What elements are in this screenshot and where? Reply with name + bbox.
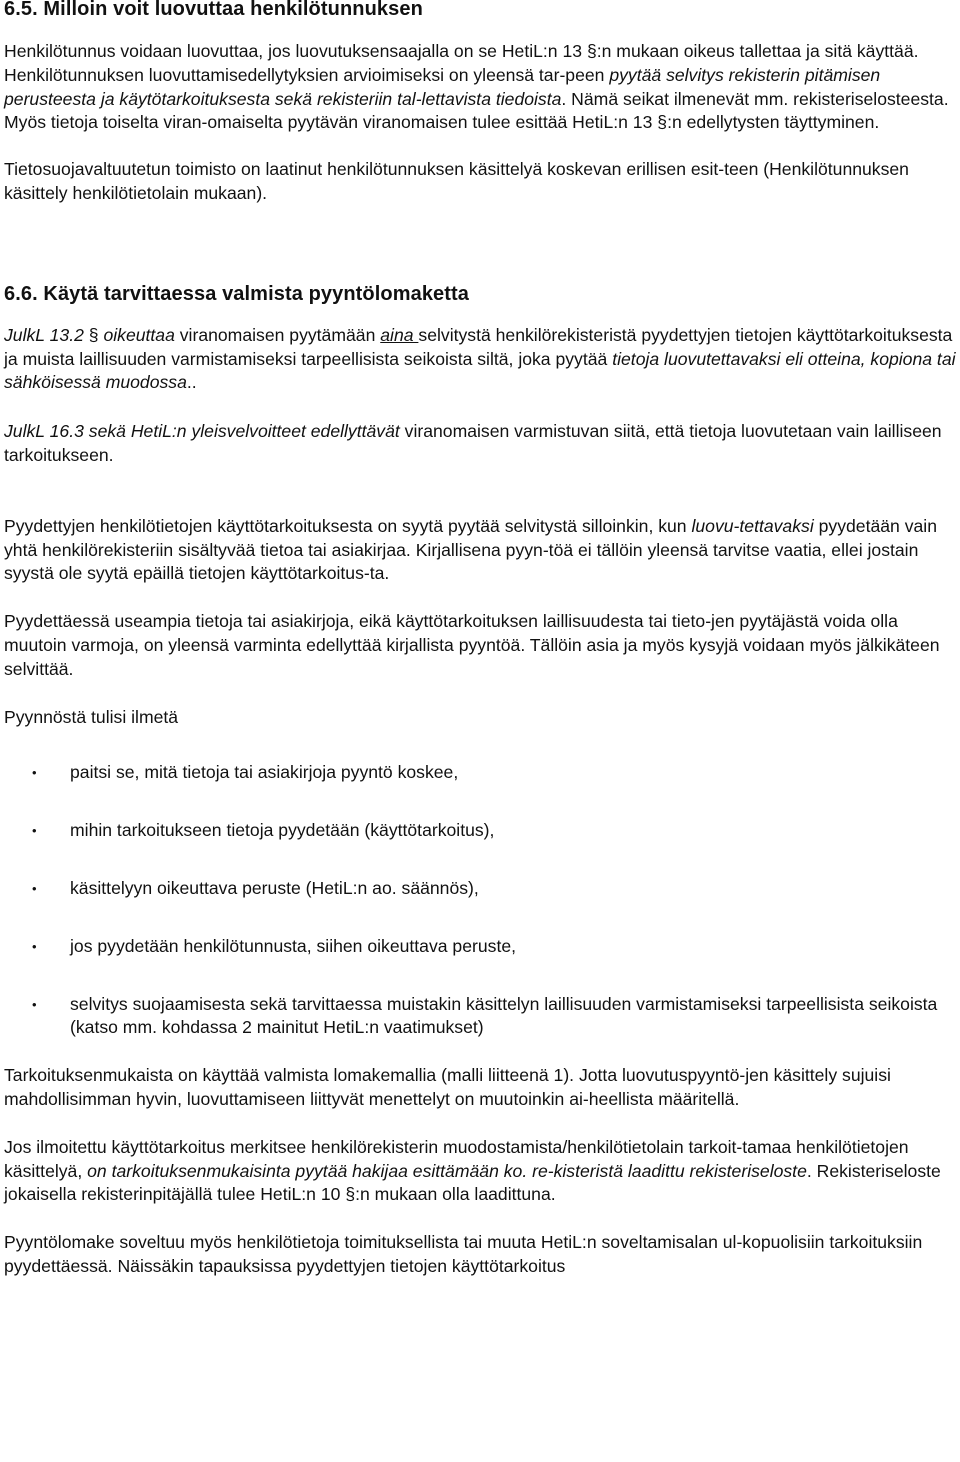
section-6-6-paragraph-5: Pyynnöstä tulisi ilmetä (4, 706, 179, 727)
bullet-icon: • (32, 880, 37, 896)
section-6-6-paragraph-2: JulkL 16.3 sekä HetiL:n yleisvelvoitteet edellyttävät viranomaisen varmistuvan siitä, että tietoja luovutetaan vain lailliseen tarkoitukseen. (4, 421, 942, 465)
request-requirements-list (4, 761, 956, 1040)
section-6-6-paragraph-3: Pyydettyjen henkilötietojen käyttötarkoituksesta on syytä pyytää selvitystä silloinkin, kun luovu-tettavaksi pyydetään vain yhtä henkilörekisteriin sisältyvää tietoa tai asiakirjaa. Kirjallisena pyyn-töä ei tällöin yleensä tarvitse vaatia, ellei jostain syystä ole syytä epäillä tietojen käyttötarkoitus-ta. (4, 515, 937, 584)
bullet-icon: • (32, 823, 37, 839)
section-6-5-paragraph-1: Henkilötunnus voidaan luovuttaa, jos luovutuksensaajalla on se HetiL:n 13 §:n mukaan oikeus tallettaa ja sitä käyttää. Henkilötunnuksen luovuttamisedellytyksien arvioimiseksi on yleensä tar-peen pyytää selvitys rekisterin pitämisen perusteesta ja käytötarkoituksesta sekä rekisteriin tal-lettavista tiedoista. Nämä seikat ilmenevät mm. rekisteriselosteesta. Myös tietoja toiselta viran-omaiselta pyytävän viranomaisen tulee esittää HetiL:n 13 §:n edellytysten täyttyminen. (4, 41, 949, 133)
bullet-icon: • (32, 938, 37, 954)
section-sign: § (586, 41, 597, 61)
list-item: • paitsi se, mitä tietoja tai asiakirjoja pyyntö koskee, (4, 761, 956, 785)
list-item: • mihin tarkoitukseen tietoja pyydetään (käyttötarkoitus), (4, 819, 956, 843)
list-item: • käsittelyyn oikeuttava peruste (HetiL:n ao. säännös), (4, 877, 956, 901)
section-sign: § (345, 1184, 356, 1205)
section-sign: § (657, 112, 668, 133)
section-6-5-paragraph-2: Tietosuojavaltuutetun toimisto on laatinut henkilötunnuksen käsittelyä koskevan erillisen esit-teen (Henkilötunnuksen käsittely henkilötietolain mukaan). (4, 159, 909, 203)
list-item: • selvitys suojaamisesta sekä tarvittaessa muistakin käsittelyn laillisuuden varmistamiseksi tarpeellisista seikoista (katso mm. kohdassa 2 mainitut HetiL:n vaatimukset) (32, 993, 938, 1038)
section-6-6-paragraph-8: Pyyntölomake soveltuu myös henkilötietoja toimituksellista tai muuta HetiL:n soveltamisalan ul-kopuolisiin tarkoituksiin pyydettäessä. Näissäkin tapauksissa pyydettyjen tietojen käyttötarkoitus (4, 1232, 923, 1276)
section-6-6-paragraph-7: Jos ilmoitettu käyttötarkoitus merkitsee henkilörekisterin muodostamista/henkilötietolain tarkoit-tamaa henkilötietojen käsittelyä, on tarkoituksenmukaisinta pyytää hakijaa esittämään ko. re-kisteristä laadittu rekisteriseloste. Rekisteriseloste jokaisella rekisterinpitäjällä tulee HetiL:n 10 §:n mukaan olla laadittuna. (4, 1136, 941, 1205)
section-6-6-heading: 6.6. Käytä tarvittaessa valmista pyyntölomaketta (4, 282, 470, 305)
document-page (4, 0, 956, 1279)
section-6-6-paragraph-4: Pyydettäessä useampia tietoja tai asiakirjoja, eikä käyttötarkoituksen laillisuudesta tai tieto-jen pyytäjästä voida olla muutoin varmoja, on yleensä varminta edellyttää kirjallista pyyntöä. Tällöin asia ja myös kysyjä voidaan myös jälkikäteen selvittää. (4, 611, 940, 679)
bullet-icon: • (32, 996, 37, 1012)
section-6-6-paragraph-1: JulkL 13.2 § oikeuttaa viranomaisen pyytämään aina selvitystä henkilörekisteristä pyydettyjen tietojen käyttötarkoituksesta ja muista laillisuuden varmistamiseksi tarpeellisista seikoista siltä, joka pyytää tietoja luovutettavaksi eli otteina, kopiona tai sähköisessä muodossa.. (4, 324, 956, 393)
bullet-icon: • (32, 765, 37, 781)
section-6-6-paragraph-6: Tarkoituksenmukaista on käyttää valmista lomakemallia (malli liitteenä 1). Jotta luovutuspyyntö-jen käsittely sujuisi mahdollisimman hyvin, luovuttamiseen liittyvät menettelyt on muutoinkin ai-heellista määritellä. (4, 1065, 891, 1109)
list-item: • jos pyydetään henkilötunnusta, siihen oikeuttava peruste, (4, 935, 956, 959)
section-sign: § (88, 324, 99, 345)
section-6-5-heading: 6.5. Milloin voit luovuttaa henkilötunnuksen (4, 0, 423, 20)
